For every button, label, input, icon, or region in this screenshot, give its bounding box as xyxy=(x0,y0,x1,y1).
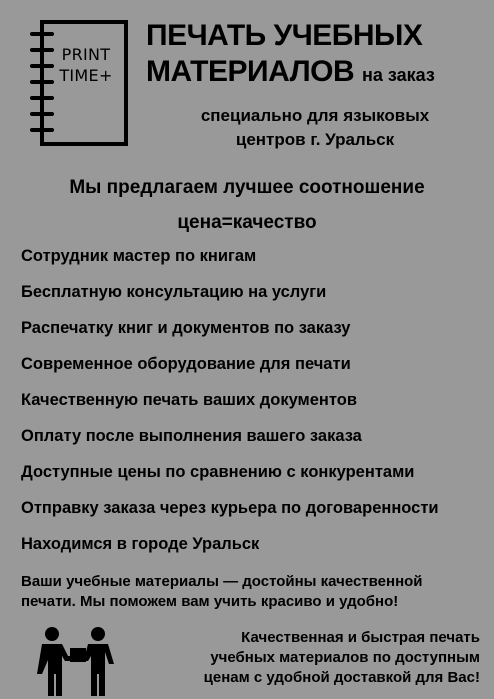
benefit-item: Качественную печать ваших документов xyxy=(21,391,357,409)
subtitle xyxy=(150,104,480,152)
footer1-line2: печати. Мы поможем вам учить красиво и удобно! xyxy=(21,593,399,610)
benefit-item: Бесплатную консультацию на услуги xyxy=(21,283,327,301)
benefit-item: Современное оборудование для печати xyxy=(21,355,351,373)
page-title xyxy=(146,18,486,93)
benefit-item: Сотрудник мастер по книгам xyxy=(21,247,257,265)
benefit-item: Отправку заказа через курьера по договаренности xyxy=(21,499,439,517)
title-line2 xyxy=(146,54,486,93)
logo-line1: PRINT xyxy=(61,45,111,64)
title-suffix: на заказ xyxy=(362,65,435,85)
benefit-item: Распечатку книг и документов по заказу xyxy=(21,319,351,337)
benefit-item: Оплату после выполнения вашего заказа xyxy=(21,427,362,445)
title-line1: ПЕЧАТЬ УЧЕБНЫХ xyxy=(146,19,423,52)
title-line2-main: МАТЕРИАЛОВ xyxy=(146,55,355,88)
logo-text xyxy=(48,44,124,86)
subtitle-line1: специально для языковых xyxy=(200,106,430,125)
footer2-line2: учебных материалов по доступным xyxy=(210,649,480,666)
subtitle-line2: центров г. Уральск xyxy=(235,130,395,149)
footer2-line1: Качественная и быстрая печать xyxy=(241,629,480,646)
offer-line2: цена=качество xyxy=(177,212,317,233)
benefits-list xyxy=(21,238,439,562)
benefit-item: Находимся в городе Уральск xyxy=(21,535,260,553)
footer-text-1 xyxy=(21,572,481,612)
footer1-line1: Ваши учебные материалы — достойны качественной xyxy=(21,573,423,590)
offer-heading xyxy=(0,170,494,240)
footer2-line3: ценам с удобной доставкой для Вас! xyxy=(203,669,480,686)
offer-line1: Мы предлагаем лучшее соотношение xyxy=(69,177,425,198)
benefit-item: Доступные цены по сравнению с конкурентами xyxy=(21,463,415,481)
delivery-people-icon xyxy=(34,626,122,696)
footer-text-2 xyxy=(150,628,480,688)
logo-line2: TIME+ xyxy=(59,66,113,85)
